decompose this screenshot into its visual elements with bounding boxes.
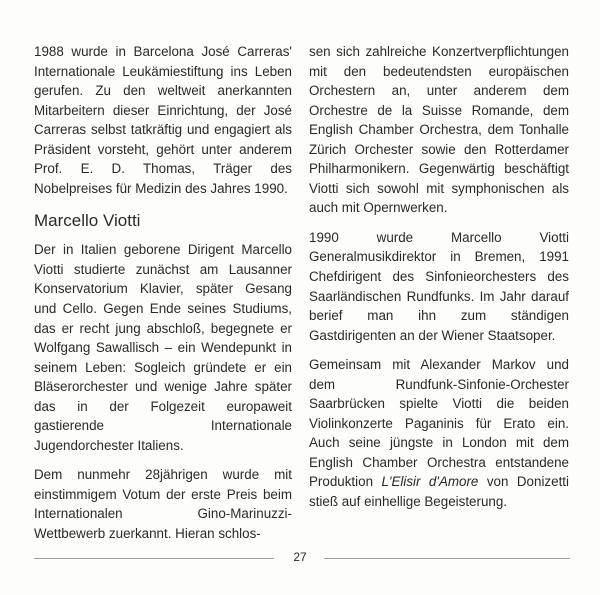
paragraph-viotti-prize: Dem nunmehr 28jährigen wurde mit einstimmigem Votum der erste Preis beim Internationalen Gino-Marinuzzi-Wettbewerb zuerkannt. Hieran schlos-	[34, 467, 292, 542]
paragraph-carreras-foundation: 1988 wurde in Barcelona José Carreras' Internationale Leukämiestiftung ins Leben gerufen. Zu den weltweit anerkannten Mitarbeitern dieser Einrichtung, der José Carreras selbst tatkräftig und engagiert als Präsident vorsteht, gehört unter anderem Prof. E. D. Thomas, Träger des Nobelpreises für Medizin des Jahres 1990.	[34, 44, 292, 196]
section-heading: Marcello Viotti	[34, 211, 141, 231]
right-column	[309, 42, 569, 522]
footer-rule-right	[324, 558, 570, 559]
page-number: 27	[293, 550, 307, 564]
page-footer	[0, 546, 600, 576]
paragraph-viotti-recordings	[309, 355, 569, 511]
recordings-text-start: Gemeinsam mit Alexander Markov und dem Rundfunk-Sinfonie-Orchester Saarbrücken spielte Viotti die beiden Violinkonzerte Paganinis für Erato ein. Auch seine jüngste in London mit dem English Chamber Orchestra entstandene Produktion	[309, 357, 569, 490]
paragraph-viotti-education: Der in Italien geborene Dirigent Marcello Viotti studierte zunächst am Lausanner Konservatorium Klavier, später Gesang und Cello. Gegen Ende seines Studiums, das er recht jung abschloß, begegnete er Wolfgang Sawallisch – ein Wendepunkt in seinem Leben: Sogleich gründete er ein Bläserorchester und wenige Jahre später das in der Folgezeit europaweit gastierende Internationale Jugendorchester Italiens.	[34, 242, 292, 453]
footer-rule-left	[34, 558, 274, 559]
paragraph-viotti-orchestras: sen sich zahlreiche Konzertverpflichtungen mit den bedeutendsten europäischen Orchestern an, unter anderem dem Orchestre de la Suisse Romande, dem English Chamber Orchestra, dem Tonhalle Zürich Orchester sowie den Rotterdamer Philharmonikern. Gegenwärtig beschäftigt Viotti sich sowohl mit symphonischen als auch mit Opernwerken.	[309, 44, 569, 216]
paragraph-viotti-positions: 1990 wurde Marcello Viotti Generalmusikdirektor in Bremen, 1991 Chefdirigent des Sinfonieorchesters des Saarländischen Rundfunks. Im Jahr darauf berief man ihn zum ständigen Gastdirigenten an der Wiener Staatsoper.	[309, 229, 569, 343]
opera-title: L'Elisir d'Amore	[381, 474, 479, 490]
recordings-text-end: von Donizetti stieß auf einhellige Begeisterung.	[309, 474, 569, 510]
left-column	[34, 42, 292, 554]
